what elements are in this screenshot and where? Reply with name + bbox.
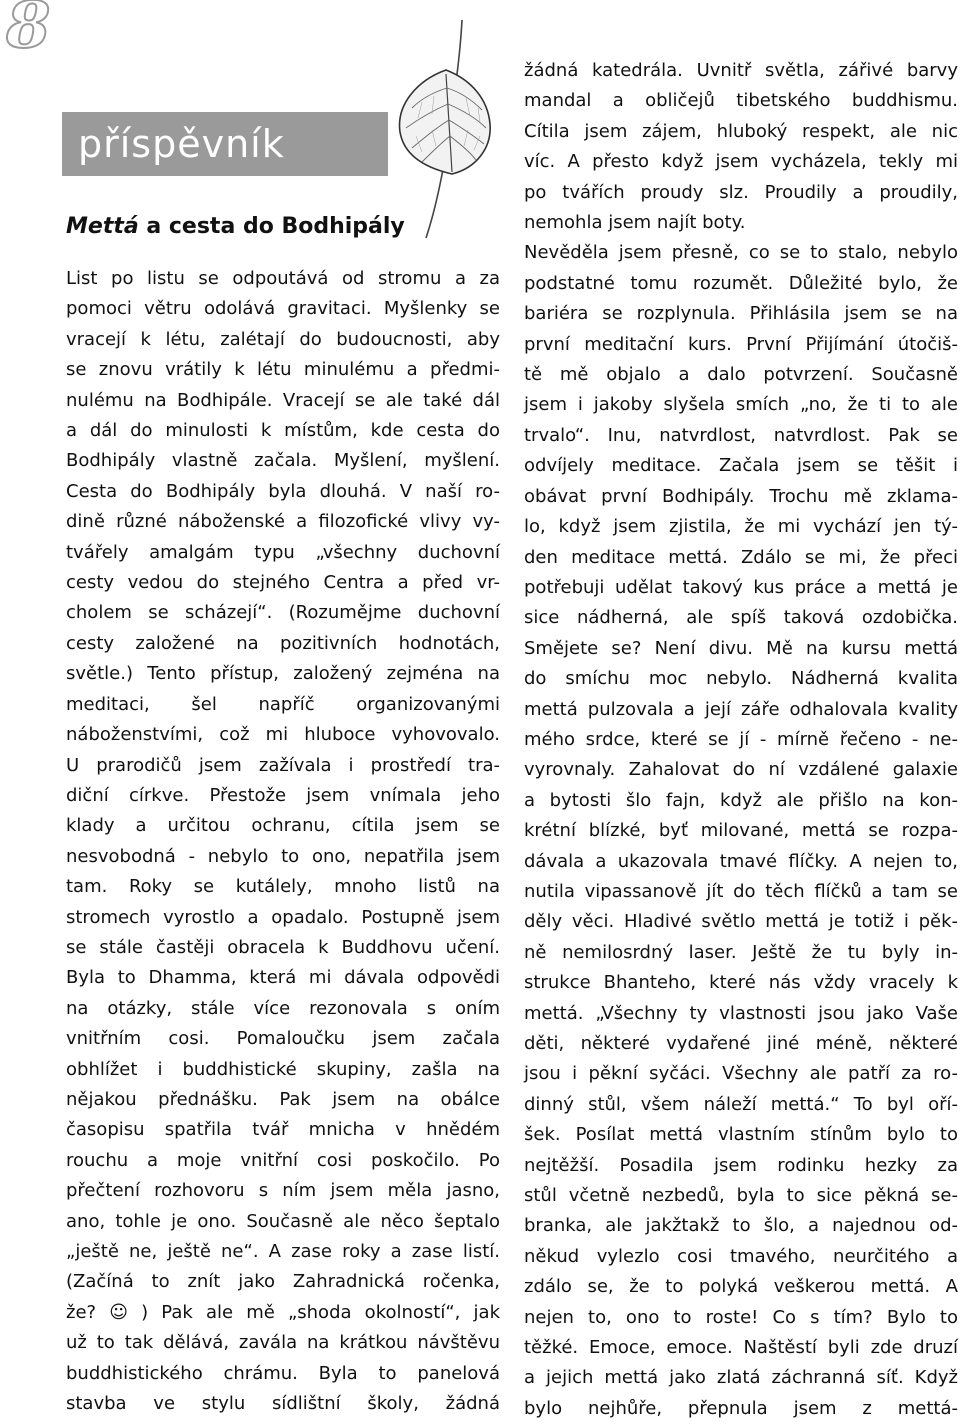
- text-line: meditaci, šel napříč organizovanými: [66, 693, 500, 715]
- text-line: rouchu a moje vnitřní cosi poskočilo. Po: [66, 1149, 500, 1171]
- section-label: příspěvník: [78, 122, 285, 166]
- text-line: šek. Posílat mettá vlastním stínům bylo to: [524, 1124, 958, 1146]
- text-line: klady a určitou ochranu, cítila jsem se: [66, 815, 500, 837]
- text-line: světle.) Tento přístup, založený zejména na: [66, 663, 500, 685]
- text-line: Cítila jsem zájem, hluboký respekt, ale nic: [524, 120, 958, 142]
- article-body-left: [66, 264, 500, 1419]
- text-line: diční církve. Přestože jsem vnímala jeho: [66, 784, 500, 806]
- text-line: U prarodičů jsem zažívala i prostředí tra-: [66, 754, 500, 776]
- text-line: buddhistického chrámu. Byla to panelová: [66, 1362, 500, 1384]
- section-banner: [62, 112, 388, 176]
- text-line: obávat první Bodhipály. Trochu mě zklama-: [524, 485, 958, 507]
- text-line: žádná katedrála. Uvnitř světla, zářivé barvy: [524, 60, 958, 81]
- text-line: nějakou přednášku. Pak jsem na obálce: [66, 1088, 500, 1110]
- text-line: mettá. „Všechny ty vlastnosti jsou jako Vaše: [524, 1002, 958, 1024]
- text-line: nesvobodná - nebylo to ono, nepatřila jsem: [66, 845, 500, 867]
- text-line: stavba ve stylu sídlištní školy, žádná: [66, 1393, 500, 1415]
- text-line: cholem se scházejí“. (Rozumějme duchovní: [66, 602, 500, 624]
- text-line: mandal a obličejů tibetského buddhismu.: [524, 90, 958, 112]
- text-line: (Začíná to znít jako Zahradnická ročenka,: [66, 1271, 500, 1293]
- text-line: dině různé náboženské a filozofické vlivy vy-: [66, 511, 500, 533]
- text-line: krétní blízké, byť milované, mettá se rozpa-: [524, 820, 958, 842]
- text-line: tam. Roky se kutálely, mnoho listů na: [66, 876, 500, 898]
- text-line: někud vylezlo cosi tmavého, neurčitého a: [524, 1245, 958, 1267]
- text-line: ně nemilosrdný laser. Ještě že tu byly in-: [524, 941, 958, 963]
- text-line: Bodhipály vlastně začala. Myšlení, myšlení.: [66, 450, 500, 472]
- leaf-illustration-icon: [382, 18, 502, 240]
- text-line: cesty založené na pozitivních hodnotách,: [66, 632, 500, 654]
- article-title: Mettá a cesta do Bodhipály: [66, 214, 405, 239]
- text-line: vnitřním cosi. Pomaloučku jsem začala: [66, 1028, 500, 1050]
- text-line: ano, tohle je ono. Současně ale něco šeptalo: [66, 1210, 500, 1232]
- text-line: časopisu spatřila tvář mnicha v hnědém: [66, 1119, 500, 1141]
- text-line: Cesta do Bodhipály byla dlouhá. V naší ro-: [66, 480, 500, 502]
- text-line: dinný stůl, všem náleží mettá.“ To byl oří-: [524, 1093, 958, 1115]
- text-line: nemohla jsem najít boty.: [524, 212, 746, 234]
- text-line: sice nádherná, ale spíš taková ozdobička.: [524, 607, 958, 629]
- text-line: víc. A přesto když jsem vycházela, tekly mi: [524, 151, 958, 173]
- title-metta: Mettá: [66, 214, 139, 239]
- text-line: „ještě ne, ještě ne“. A zase roky a zase listí.: [66, 1241, 500, 1262]
- text-line: nejtěžší. Posadila jsem rodinku hezky za: [524, 1154, 958, 1176]
- text-line: děly věci. Hladivé světlo mettá je totiž i pěk-: [524, 911, 958, 933]
- text-line: se stále častěji obracela k Buddhovu učení.: [66, 936, 500, 958]
- text-line: lo, když jsem zjistila, že mi vychází jen tý-: [524, 516, 958, 538]
- text-line: už to tak dělává, zavála na krátkou návštěvu: [66, 1332, 500, 1354]
- text-line: jsou i pěkní syčáci. Všechny ale patří za ro-: [524, 1063, 958, 1085]
- text-line: obhlížet i buddhistické skupiny, zašla na: [66, 1058, 500, 1080]
- text-line: se znovu vrátily k létu minulému a předmi-: [66, 359, 500, 381]
- text-line: a bytosti šlo fajn, když ale přišlo na kon-: [524, 789, 958, 811]
- text-line: trvalo“. Inu, natvrdlost, natvrdlost. Pak se: [524, 424, 958, 446]
- text-line: stůl včetně nezbedů, byla to sice pěkná se-: [524, 1185, 958, 1207]
- text-line: den meditace mettá. Zdálo se mi, že přeci: [524, 546, 958, 568]
- text-line: pomoci větru odolává gravitaci. Myšlenky se: [66, 298, 500, 320]
- text-line: tě mě objalo a dalo potvrzení. Současně: [524, 364, 958, 386]
- text-line: nutila vipassanově jít do těch flíčků a tam se: [524, 880, 958, 902]
- text-line: první meditační kurs. První Přijímání útočiš-: [524, 333, 958, 355]
- text-line: vracejí k létu, zalétají do budoucnosti, aby: [66, 328, 500, 350]
- text-line: tvářely amalgám typu „všechny duchovní: [66, 541, 500, 563]
- text-line: strukce Bhanteho, které nás vždy vracely k: [524, 972, 958, 994]
- text-line: těžké. Emoce, emoce. Naštěstí byli zde druzí: [524, 1337, 958, 1359]
- text-line: po tvářích proudy slz. Proudily a proudily,: [524, 181, 958, 203]
- text-line: potřebuji udělat takový kus práce a mettá je: [524, 576, 958, 598]
- text-line: Byla to Dhamma, která mi dávala odpovědi: [66, 967, 500, 989]
- text-line: Smějete se? Není divu. Mě na kursu mettá: [524, 637, 958, 659]
- text-line: mettá pulzovala a její záře odhalovala kvality: [524, 698, 958, 720]
- text-line: zdálo se, že to polyká veškerou mettá. A: [524, 1276, 958, 1298]
- text-line: děti, některé vydařené jiné méně, některé: [524, 1033, 958, 1054]
- text-line: jsem i jakoby slyšela smích „no, že ti to ale: [524, 394, 958, 416]
- text-line: a jejich mettá jako zlatá záchranná síť. Když: [524, 1367, 958, 1389]
- text-line: mého srdce, které se jí - mírně řečeno - ne-: [524, 728, 958, 750]
- text-line: na otázky, stále více rezonovala s oním: [66, 997, 500, 1019]
- text-line: Nevěděla jsem přesně, co se to stalo, nebylo: [524, 242, 958, 264]
- text-line: odvíjely meditace. Začala jsem se těšit i: [524, 455, 958, 477]
- text-line: přečtení rozhovoru s ním jsem měla jasno,: [66, 1180, 500, 1202]
- text-line: List po listu se odpoutává od stromu a za: [66, 268, 500, 289]
- article-body-right: [524, 56, 958, 1424]
- text-line: nejen to, ono to roste! Co s tím? Bylo to: [524, 1306, 958, 1328]
- text-line: stromech vyrostlo a opadalo. Postupně jsem: [66, 906, 500, 928]
- text-line: cesty vedou do stejného Centra a před vr-: [66, 572, 500, 594]
- text-line: že? ☺ ) Pak ale mě „shoda okolností“, jak: [66, 1301, 500, 1323]
- text-line: branka, ale jakžtakž to šlo, a najednou od-: [524, 1215, 958, 1237]
- text-line: do smíchu moc nebylo. Nádherná kvalita: [524, 668, 958, 690]
- text-line: náboženstvími, což mi hluboce vyhovovalo.: [66, 724, 500, 746]
- text-line: a dál do minulosti k místům, kde cesta do: [66, 420, 500, 442]
- text-line: podstatné tomu rozumět. Důležité bylo, že: [524, 272, 958, 294]
- text-line: bylo nejhůře, přepnula jsem z mettá-: [524, 1397, 958, 1419]
- page-number: 8: [6, 0, 51, 63]
- text-line: nulému na Bodhipále. Vracejí se ale také dál: [66, 389, 500, 411]
- text-line: dávala a ukazovala tmavé flíčky. A nejen to,: [524, 850, 958, 872]
- text-line: bariéra se rozplynula. Přihlásila jsem se na: [524, 303, 958, 325]
- text-line: vyrovnaly. Zahalovat do ní vzdálené galaxie: [524, 759, 958, 781]
